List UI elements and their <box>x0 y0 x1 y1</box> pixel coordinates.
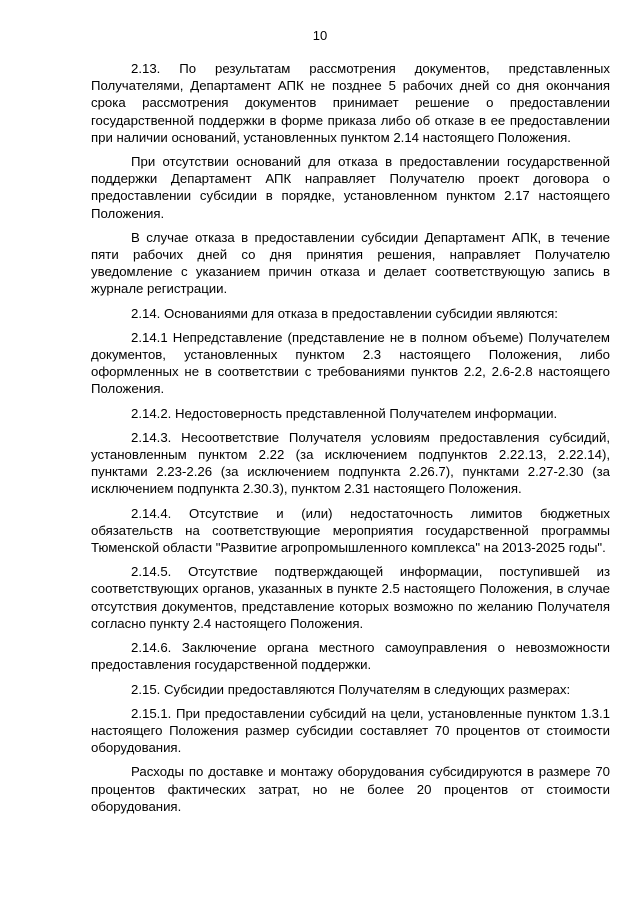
paragraph-2-13: 2.13. По результатам рассмотрения документов, представленных Получателями, Департамент АПК не позднее 5 рабочих дней со дня окончания срока рассмотрения документов принимает решение о предоставлении государственной поддержки в форме приказа либо об отказе в ее предоставлении при наличии оснований, установленных пунктом 2.14 настоящего Положения. <box>91 61 610 145</box>
paragraph-refusal-notice: В случае отказа в предоставлении субсидии Департамент АПК, в течение пяти рабочих дней со дня принятия решения, направляет Получателю уведомление с указанием причин отказа и делает соответствующую запись в журнале регистрации. <box>91 229 610 297</box>
paragraph-2-14-1: 2.14.1 Непредставление (представление не в полном объеме) Получателем документов, установленных пунктом 2.3 настоящего Положения, либо оформленных не в соответствии с требованиями пунктов 2.2, 2.6-2.8 настоящего Положения. <box>91 329 610 397</box>
paragraph-2-14-2: 2.14.2. Недостоверность представленной Получателем информации. <box>131 405 558 421</box>
paragraph-2-15-1: 2.15.1. При предоставлении субсидий на цели, установленные пунктом 1.3.1 настоящего Положения размер субсидии составляет 70 процентов от стоимости оборудования. <box>91 705 610 756</box>
paragraph-delivery-costs: Расходы по доставке и монтажу оборудования субсидируются в размере 70 процентов фактических затрат, но не более 20 процентов от стоимости оборудования. <box>91 764 610 814</box>
paragraph-2-14-6: 2.14.6. Заключение органа местного самоуправления о невозможности предоставления государственной поддержки. <box>91 640 610 673</box>
paragraph-2-15: 2.15. Субсидии предоставляются Получателям в следующих размерах: <box>131 681 571 697</box>
paragraph-no-grounds: При отсутствии оснований для отказа в предоставлении государственной поддержки Департамент АПК направляет Получателю проект договора о предоставлении субсидии в порядке, установленном пунктом 2.17 настоящего Положения. <box>91 154 610 221</box>
paragraph-2-14: 2.14. Основаниями для отказа в предоставлении субсидии являются: <box>131 305 558 321</box>
paragraph-2-14-3: 2.14.3. Несоответствие Получателя условиям предоставления субсидий, установленным пунктом 2.22 (за исключением подпунктов 2.22.13, 2.22.14), пунктами 2.23-2.26 (за исключением подпункта 2.26.7), пунктами 2.27-2.30 (за исключением подпункта 2.30.3), пунктом 2.31 настоящего Положения. <box>91 429 610 497</box>
document-body <box>91 60 610 822</box>
paragraph-2-14-5: 2.14.5. Отсутствие подтверждающей информации, поступившей из соответствующих органов, указанных в пункте 2.5 настоящего Положения, в случае отсутствия документов, представление которых возможно по желанию Получателя согласно пункту 2.4 настоящего Положения. <box>91 564 610 631</box>
paragraph-2-14-4: 2.14.4. Отсутствие и (или) недостаточность лимитов бюджетных обязательств на соответствующие мероприятия государственной программы Тюменской области "Развитие агропромышленного комплекса" на 2013-2025 годы". <box>91 505 610 556</box>
page-number: 10 <box>312 28 328 43</box>
